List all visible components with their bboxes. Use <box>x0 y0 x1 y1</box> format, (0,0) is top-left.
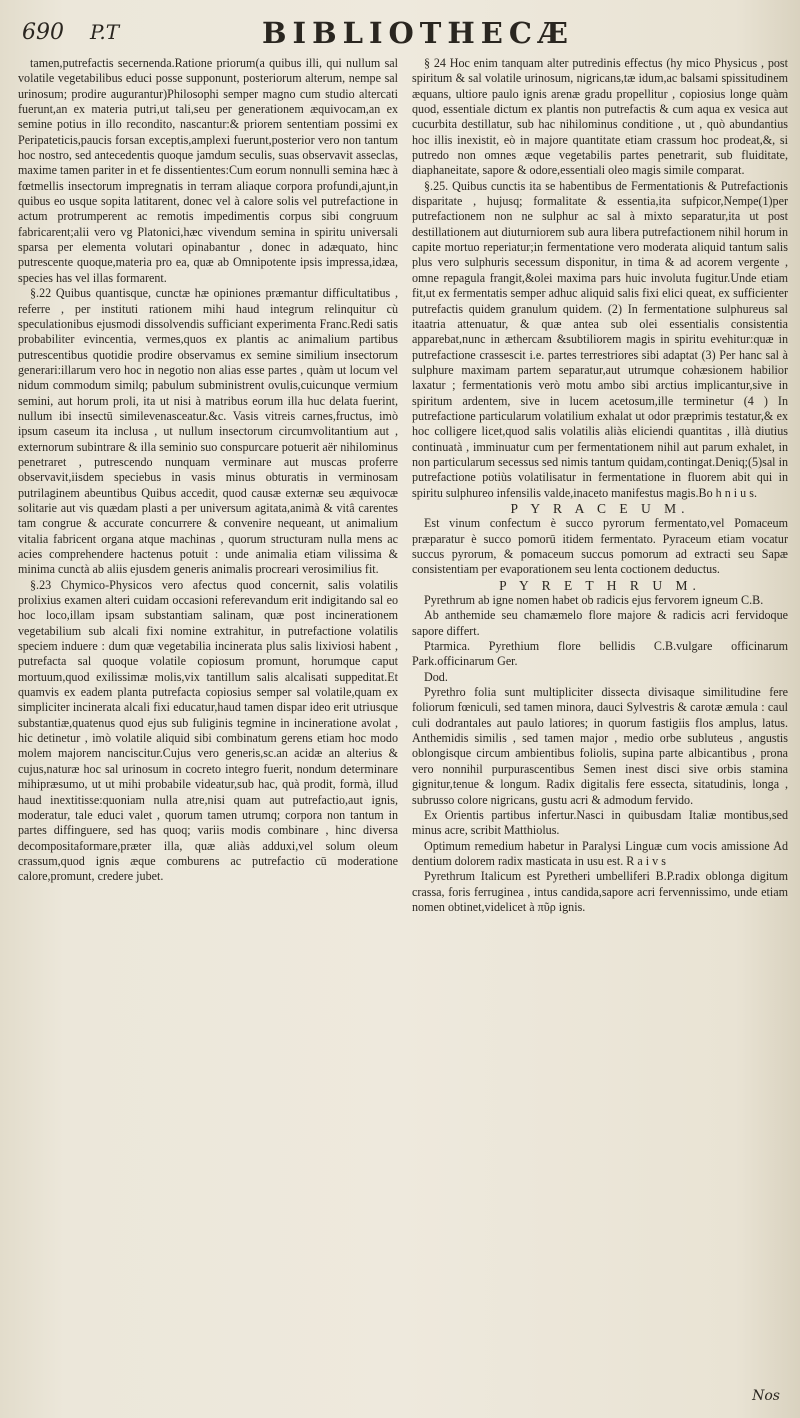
page-header <box>22 14 778 50</box>
entry-text-pyraceum: Est vinum confectum è succo pyrorum fermentato,vel Pomaceum præparatur è succo pomorū itidem fermentato. Pyraceum etiam vocatur succus pyrorum, & pomaceum succus pomorum ad extracti seu Sapæ consistentiam per evaporationem seu lenta coctionem deductus. <box>412 516 788 577</box>
page-number: 690 <box>22 20 64 45</box>
entry-heading-pyrethrum: P Y R E T H R U M. <box>499 577 701 593</box>
paragraph: § 24 Hoc enim tanquam alter putredinis effectus (hy mico Physicus , post spiritum & sal volatile urinosum, nigricans,tæ idum,ac balsami spissitudinem æquans, ultiore paulo ignis arenæ gradu propellitur , copiosius longe quàm quod, essentiale dictum ex plantis non putrefactis & cum aqua ex vesica aut cucurbita destillatur, sub hac nihilominus conditione , ut , quò abundantius hoc illis inexistit, eò in majore quantitate etiam crassum hoc prodeat,&, si putredo non omnes æque vegetabilis partes penetrarit, sub fluiditate, diaphaneitate, sapore & odore,essentiali oleo magis simile comparat. <box>412 56 788 178</box>
paragraph: §.23 Chymico-Physicos vero afectus quod concernit, salis volatilis prolixius examen alteri cuidam occasioni referevandum erit indigitando sal eo hoc loco,illam ipsam substantiam salinam, quæ post incinerationem vegetabilium sub alcali fixi nomine extrahitur, in putrefactione volatilis speciem induere : dum quæ vegetabilia incinerata plus salis lixiviosi habent , putrefacta sal quoque volatile copiosum promunt, horumque caput mortuum,quod exilissimæ molis,vix tantillum salis alcalisati suppeditat.Et quamvis ex eadem planta putrefacta copiosius semper sal volatile,quam ex simpliciter incinerata alcali fixi educatur,haud tamen dispar ideo erit utriusque substantiæ,quatenus quod ejus sub fuliginis tegmine in incineratione avolat , hic detinetur , imò volatile aliquid sibi combinatum gerens etiam hoc modo molem majorem nanciscitur.Cujus vero generis,sc.an acidæ an alterius & cujus,naturæ hoc sal urinosum in cocreto integro fuerit, nondum determinare mihipræsumo, ut ut mihi probabile videatur,sub hac, quà prodit, formà, illud haud inextitisse:quoniam nulla atre,nisi quam aut putrefactio,aut ignis, moderatur, tale educi valet , quorum tamen utrumq; corpora non tantum in partes diffinguere, sed has quoq; variis modis combinare , hinc diversa decompositaformare,præter illa, quæ aliàs adduxi,vel solum oleum crassum,quod ignis æque comburens ac putrefactio cū moderatione calore,promunt, credere jubet. <box>18 577 398 884</box>
entry-habitat: Ex Orientis partibus infertur.Nasci in quibusdam Italiæ montibus,sed minus acre, scribit Matthiolus. <box>412 807 788 838</box>
catchword: Nos <box>752 1388 780 1404</box>
entry-description: Pyrethro folia sunt multipliciter dissecta divisaque similitudine fere foliorum fœniculi, sed tamen minora, dauci Sylvestris & carotæ æmula : caul culi dodrantales aut paulo latiores; in quorum fastigiis flos amplus, latus. Anthemidis similis , sed tamen major , medio orbe subluteus , angustis oblongisque circum ambientibus foliolis, supina parte albicantibus , prona vero nonnihil purpurascentibus Semen inest disci sive orbis stamina gignitur,tenue & longum. Radix digitalis fere essecta, sitatudinis, longa , subrusso colore nigricans, gustu acri & admodum fervido. <box>412 685 788 807</box>
running-head: BIBLIOTHECÆ <box>262 16 574 50</box>
right-column <box>412 56 788 1386</box>
left-column <box>18 56 398 1386</box>
entry-heading-pyraceum: P Y R A C E U M. <box>510 500 690 516</box>
entry-species: Pyrethrum Italicum est Pyretheri umbelliferi B.P.radix oblonga digitum crassa, foris ferruginea , intus candida,sapore acri fervennissimo, unde etiam nomen obtinet,videlicet à πῦρ ignis. <box>412 869 788 914</box>
entry-source: Dod. <box>424 669 448 684</box>
paragraph: §.25. Quibus cunctis ita se habentibus de Fermentationis & Putrefactionis disparitate , hujusq; formalitate & essentia,ita sufpicor,Nempe(1)per putrefactionem non ne sulphur ac sal à mixto separatur,ita ut post destillationem aut diuturniorem sub aura libera putrefactionem nihil horum in capite mortuo reperiatur;in fermentatione vero moderata aliquid tantum salis plus vero sulphuris secessum disponitur, in tima & ad acorem vergente , omne repagula frangit,&olei maxima pars huic involuta fugitur.Unde etiam fit,ut ex fermentatis semper adhuc aliquid salis fixi elici queat, ex sufficienter putrefactis quidem granulum quidem. (2) In fermentatione sulphureus sal itaatria attenuatur, & quæ antea sub olei essentialis consistentia apparebat,nunc in æthercam &subtiliorem magis in spiritu evehitur:quæ in putrefactione crassescit i.e. partes terrestriores sibi adaptat (3) Per hanc sal à sulphure maximam partem separatur,aut utrumque cohæsionem habilior laxatur ; fermentationis verò motu ambo sibi arctius implicantur,sive in spiritum ardentem, sive in lucem acetosum,ille terminetur (4 ) In putrefactione particularum volatilium exhalat ut odor præprimis testatur,& ex hoc colligere licet,quod salis volatilis aliàs eliciendi quantitas , illà diutius continuatà , imminuatur cum per fermentationem nihil aut parum exhalet, in non particularum secessus sed nimis tantum quidam,contingat.Deniq;(5)sal in putrefactione potiùs volatilisatur in fermentatione in fluorem abit qui in spiritu sulphureo infensilis valde,inaceto manifestus magis.Bo h n i u s. <box>412 178 788 500</box>
paragraph: tamen,putrefactis secernenda.Ratione priorum(a quibus illi, qui nullum sal volatile vegetabilibus educi posse supponunt, posteriorum alterum, nempe sal urinosum; prodire augurantur)Philosophi semper magno cum studio altercati fuerunt,an ex materia putri,ut tali,seu per generationem æquivocam,an ex semine potius in illo recondito, nascantur:& priorem sententiam possimi ex Peripateticis,paucis forsan exceptis,amplexi fuerunt,posterior vero non tantum hoc nostro, sed antecedentis quoque jamdum seculis, suas observavit asseclas, maxime tamen pariter in et fe dissentientes:Cum eorum nonnulli semina hæc à fœtmellis insectorum impregnatis in terram aliaque corpora profundi,ajunt,in quibus eo usque sopita latitarent, donec vel à calore solis vel putrefactione in actum protrumperent ac remotis impedimentis corpus sibi congruum fabricarent;alii vero vg Platonici,hæc vivendum semina in spiritu universali sparsa per elementa volutari opinabantur , donec in adæquato, hinc putrescente quoque,materia pro ea, quæ ab Omnipotente ipsis impressa,idæa, species has vel illas formarent. <box>18 56 398 285</box>
entry-synonym: Ab anthemide seu chamæmelo flore majore & radicis acri fervidoque sapore differt. <box>412 608 788 638</box>
paragraph: §.22 Quibus quantisque, cunctæ hæ opiniones præmantur difficultatibus , referre , per instituti rationem mihi haud integrum relinquitur cù speculationibus ejusmodi dissolvendis sufficiant experimenta Franc.Redi satis probabiliter evincentia, vermes,quos ex plantis ac animalium partibus putrescentibus quotidie prodire observamus ex semine similium insectorum generari:illarum vero hoc in negotio non alias esse partes , quàm ut locum vel nidum commodum similq; pabulum subministrent ovulis,cuicunque vermium semini, aut horum proli, ita ut nisi à matribus eorum illa huc delata fuerint, nullum ibi insectū similevenasceatur.&c. Vasis vitreis carnes,fructus, imò ipsum caseum ita inclusa , ut nullum insectorum circumvolitantium aut , externorum subintrare & illa seminio suo conspurcare potuerit aër nihilominus penetraret , putrescendo nunquam verminare aut muscas proferre observavit,iisdem speciebus in vasis minus obturatis in verminosam putrilaginem abeuntibus Quibus accedit, quod causæ externæ seu æquivocæ solitarie aut vis quædam plasti a per universum agitata,animà & vitâ carentes tam congrue & accurate concurrere & convenire nequeant, ut animalium vitalia fabricent organa atque machinas , quorum structuram nulla mens ac acies comprehendere hactenus potuit : unde animalia etiam vilissima & minima cunctà ab aliis ejusdem generis animalis procreari verosimilius fit. <box>18 286 398 577</box>
entry-usus: Optimum remedium habetur in Paralysi Linguæ cum vocis amissione Ad dentium dolorem radix masticata in usu est. R a i v s <box>412 838 788 868</box>
entry-intro: Pyrethrum ab igne nomen habet ob radicis ejus fervorem igneum C.B. <box>424 593 764 608</box>
signature-mark: P.T <box>90 20 120 44</box>
entry-synonym: Ptarmica. Pyrethium flore bellidis C.B.vulgare officinarum Park.officinarum Ger. <box>412 639 788 669</box>
